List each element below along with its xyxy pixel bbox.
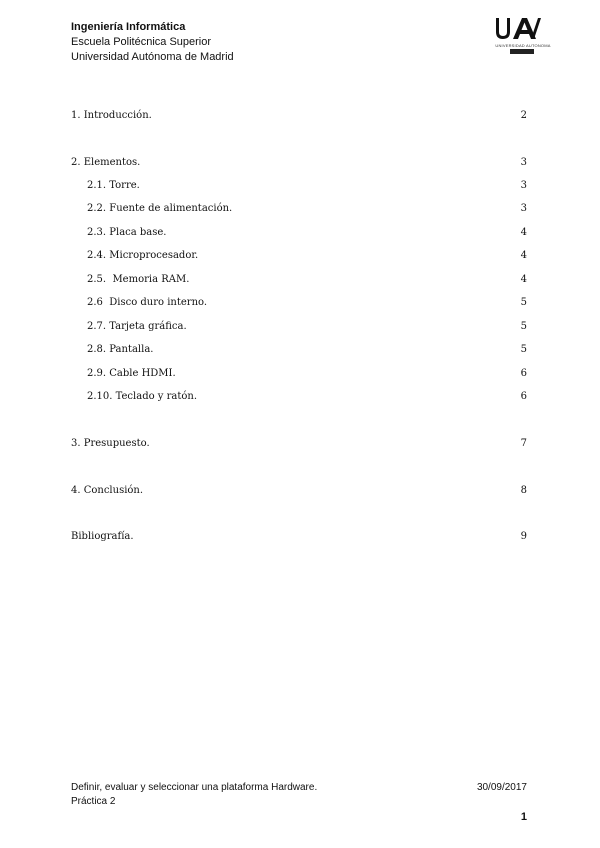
footer-date: 30/09/2017 [476, 782, 527, 793]
toc-entry-page: 3 [520, 180, 527, 191]
toc-entry-page: 7 [520, 438, 527, 449]
toc-entry-label: 2.10. Teclado y ratón. [87, 391, 198, 402]
toc-entry-cable-hdmi[interactable] [71, 366, 527, 382]
toc-entry-label: 3. Presupuesto. [71, 438, 150, 449]
toc-entry-fuente[interactable] [71, 201, 527, 217]
toc-entry-label: 2.8. Pantalla. [87, 344, 154, 355]
toc-entry-tarjeta-grafica[interactable] [71, 319, 527, 335]
toc-entry-torre[interactable] [71, 178, 527, 194]
footer-subtitle: Práctica 2 [71, 796, 116, 807]
toc-entry-page: 4 [520, 227, 527, 238]
footer-description: Definir, evaluar y seleccionar una plataforma Hardware. [71, 782, 318, 793]
toc-entry-page: 5 [520, 321, 527, 332]
toc-entry-page: 2 [520, 110, 527, 121]
toc-entry-page: 6 [520, 368, 527, 379]
toc-entry-label: 1. Introducción. [71, 110, 152, 121]
page-header [71, 20, 234, 65]
toc-entry-label: 2.2. Fuente de alimentación. [87, 203, 233, 214]
toc-entry-presupuesto[interactable] [71, 436, 527, 452]
logo-bar [510, 49, 534, 54]
toc-entry-page: 3 [520, 157, 527, 168]
toc-entry-label: 2.6 Disco duro interno. [87, 297, 208, 308]
uam-logo-icon [494, 17, 549, 41]
toc-entry-pantalla[interactable] [71, 342, 527, 358]
toc-entry-page: 4 [520, 274, 527, 285]
university-name: Universidad Autónoma de Madrid [71, 51, 234, 63]
toc-entry-label: 2.5. Memoria RAM. [87, 274, 190, 285]
toc-entry-teclado-raton[interactable] [71, 389, 527, 405]
toc-entry-label: 2.9. Cable HDMI. [87, 368, 176, 379]
toc-entry-label: 2.4. Microprocesador. [87, 250, 199, 261]
toc-entry-page: 6 [520, 391, 527, 402]
logo-subtitle: UNIVERSIDAD AUTONOMA [495, 43, 551, 48]
toc-entry-label: Bibliografía. [71, 531, 134, 542]
toc-entry-bibliografia[interactable] [71, 529, 527, 545]
toc-entry-label: 2.1. Torre. [87, 180, 140, 191]
toc-entry-page: 8 [520, 485, 527, 496]
toc-entry-microprocesador[interactable] [71, 248, 527, 264]
toc-entry-memoria-ram[interactable] [71, 272, 527, 288]
toc-entry-page: 9 [520, 531, 527, 542]
toc-entry-disco-duro[interactable] [71, 295, 527, 311]
toc-entry-placa-base[interactable] [71, 225, 527, 241]
toc-entry-introduccion[interactable] [71, 108, 527, 124]
toc-entry-page: 5 [520, 297, 527, 308]
toc-entry-elementos[interactable] [71, 155, 527, 171]
toc-entry-conclusion[interactable] [71, 483, 527, 499]
page-number: 1 [520, 811, 527, 823]
toc-entry-label: 2. Elementos. [71, 157, 141, 168]
toc-entry-label: 4. Conclusión. [71, 485, 144, 496]
toc-entry-page: 5 [520, 344, 527, 355]
degree-title: Ingeniería Informática [71, 21, 186, 33]
toc-entry-label: 2.7. Tarjeta gráfica. [87, 321, 187, 332]
toc-entry-page: 3 [520, 203, 527, 214]
toc-entry-label: 2.3. Placa base. [87, 227, 167, 238]
toc-entry-page: 4 [520, 250, 527, 261]
uam-logo [488, 17, 558, 57]
school-name: Escuela Politécnica Superior [71, 36, 212, 48]
